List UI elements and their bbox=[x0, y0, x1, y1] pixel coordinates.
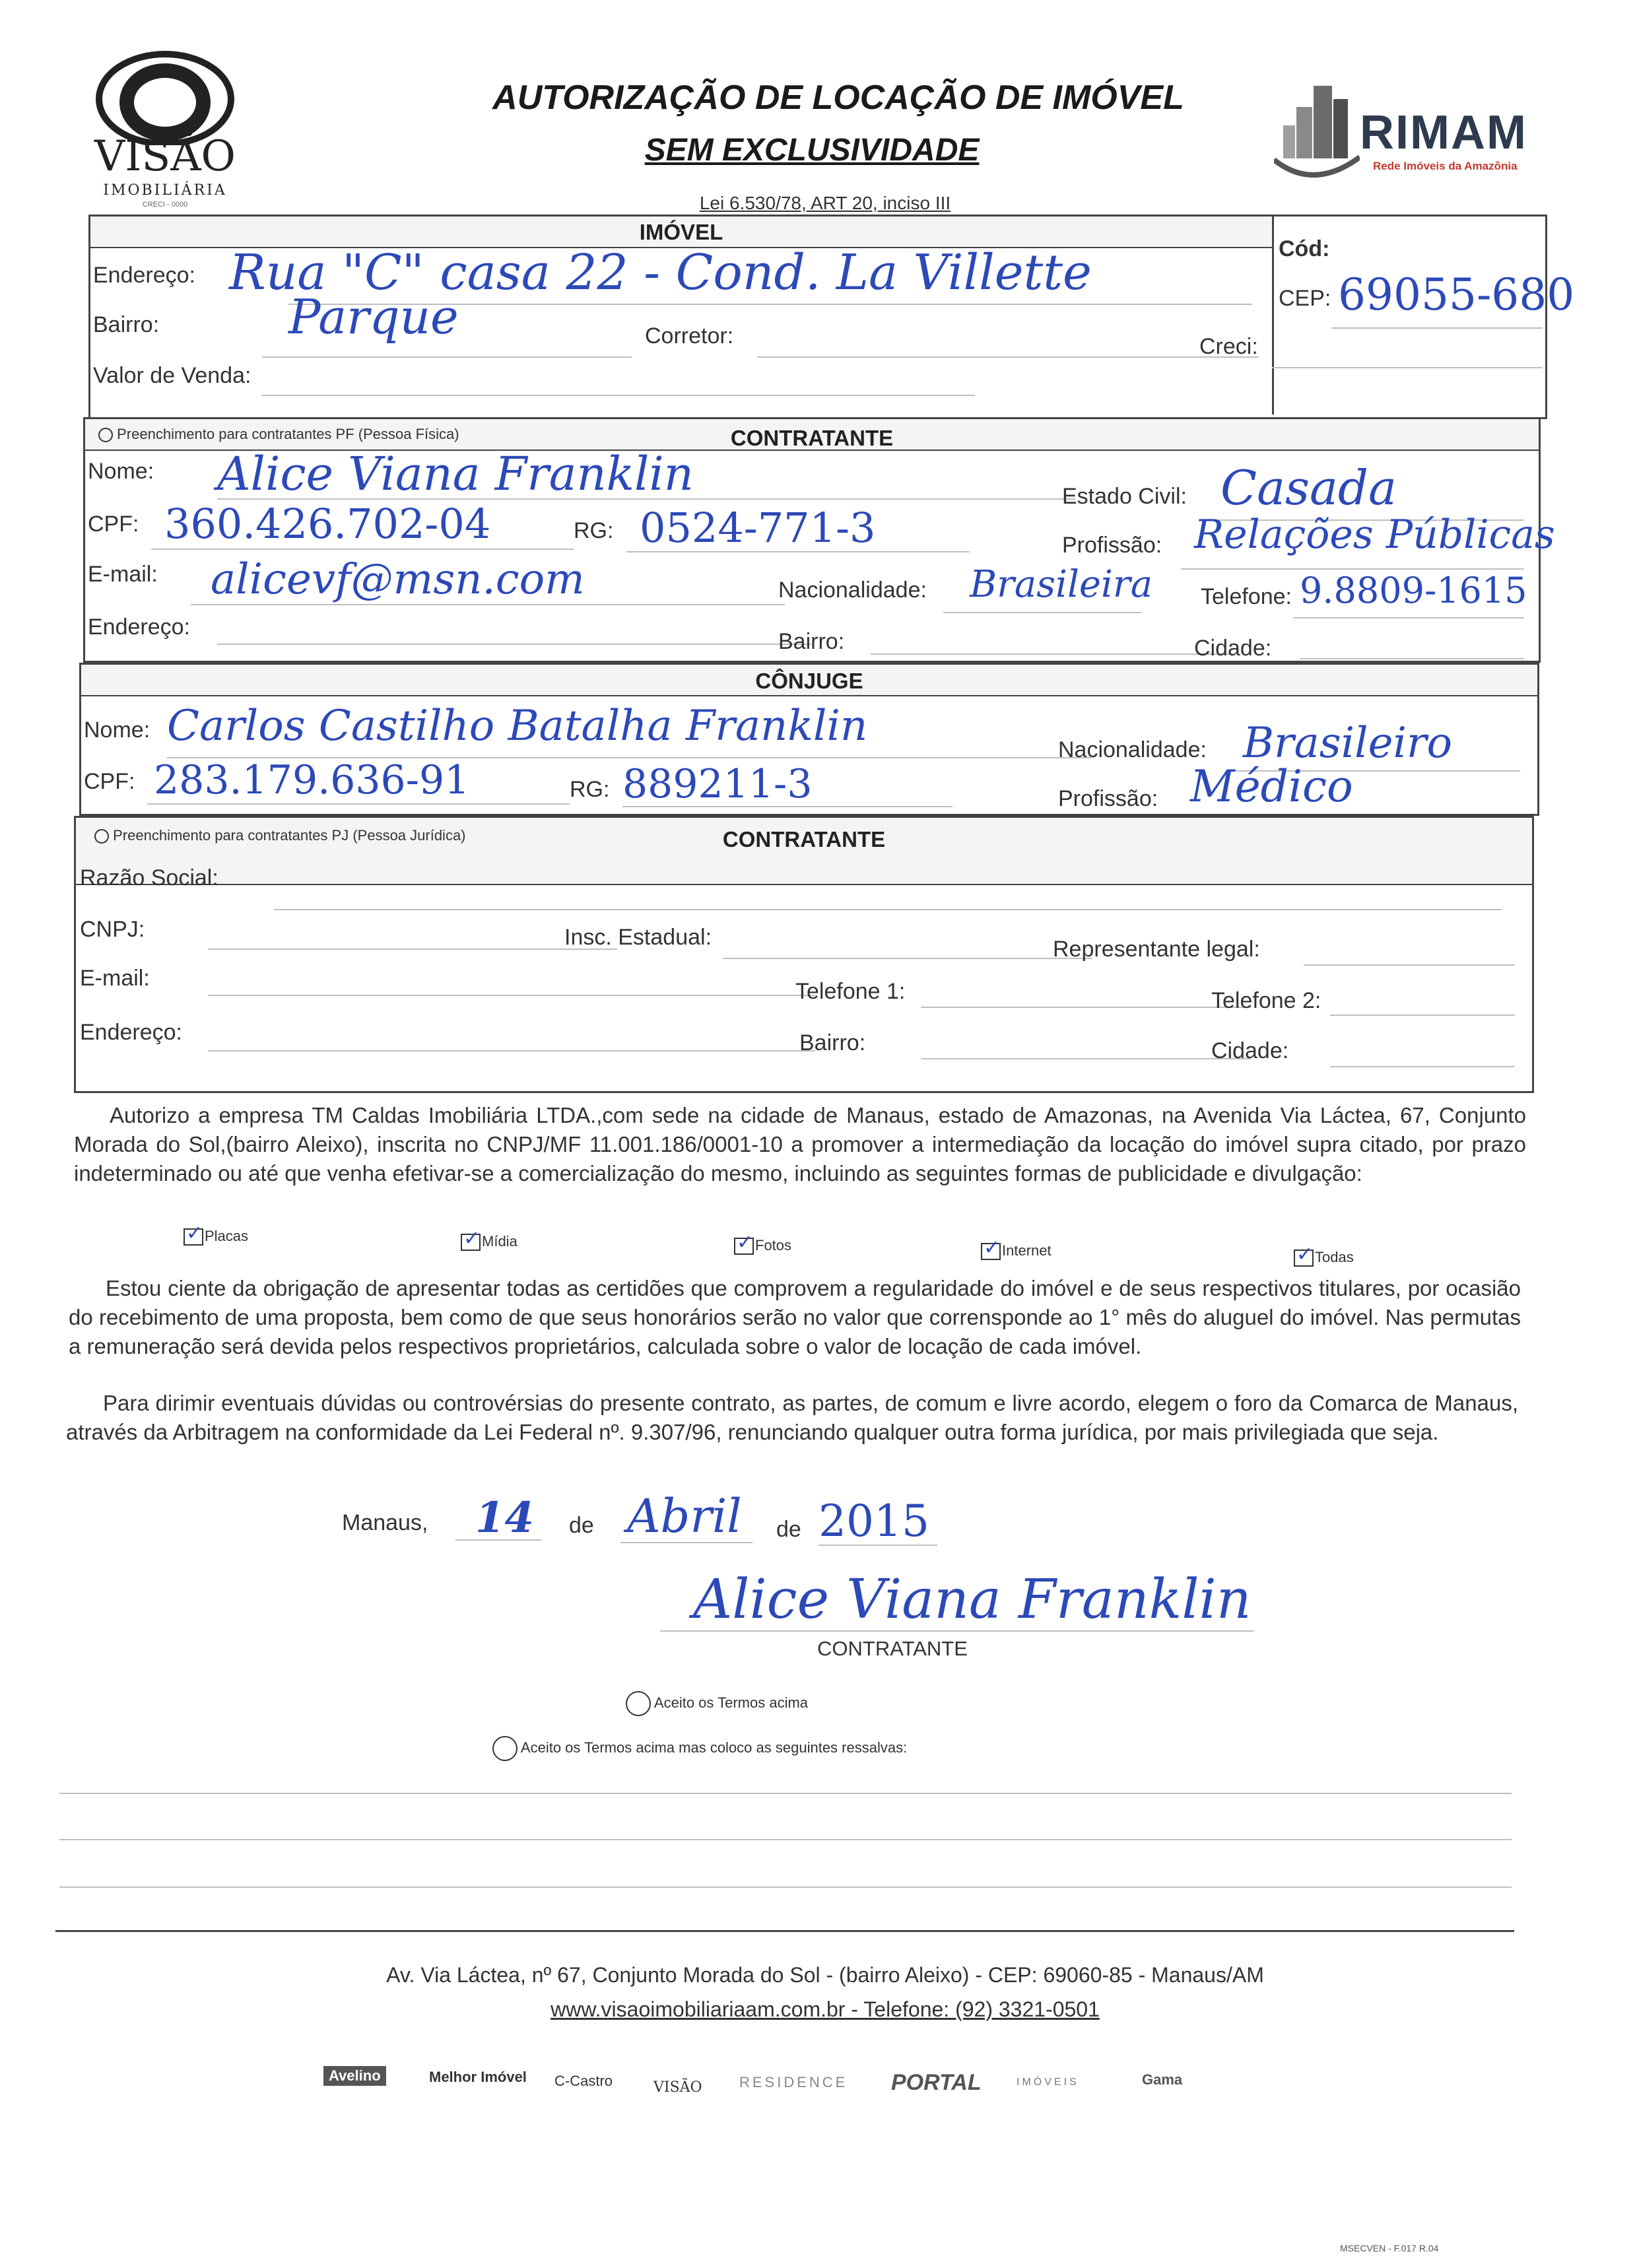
contratante-pf-section bbox=[83, 417, 1555, 663]
form-code: MSECVEN - F.017 R.04 bbox=[1340, 2243, 1439, 2253]
imovel-title: IMÓVEL bbox=[639, 220, 723, 244]
date-month[interactable]: Abril bbox=[627, 1489, 742, 1543]
razao-social-line bbox=[274, 909, 1502, 910]
conjuge-profissao-label: Profissão: bbox=[1058, 786, 1158, 811]
endereco-value[interactable]: Rua "C" casa 22 - Cond. La Villette bbox=[229, 244, 1092, 301]
pf-telefone-line bbox=[1293, 617, 1524, 618]
pf-rg-value[interactable]: 0524-771-3 bbox=[640, 504, 876, 552]
pf-profissao-value[interactable]: Relações Públicas bbox=[1194, 512, 1555, 558]
option-aceito-ressalvas[interactable] bbox=[492, 1736, 907, 1761]
authorization-paragraph: Autorizo a empresa TM Caldas Imobiliária LTDA.,com sede na cidade de Manaus, estado de Amazonas, na Avenida Via Láctea, 67, Conjunto Morada do Sol,(bairro Aleixo), inscrita no CNPJ/MF 11.001.186/0001-10 a promover a intermediação da locação do imóvel supra citado, por prazo indeterminado ou até que venha efetivar-se a comercialização do mesmo, incluindo as seguintes formas de publicidade e divulgação: bbox=[74, 1103, 1526, 1185]
footer-divider bbox=[55, 1930, 1514, 1932]
creci-label: Creci: bbox=[1199, 334, 1258, 359]
ressalvas-label: Aceito os Termos acima mas coloco as seguintes ressalvas: bbox=[520, 1739, 908, 1756]
pj-bairro-line bbox=[921, 1058, 1251, 1059]
corretor-label: Corretor: bbox=[645, 323, 734, 349]
valor-venda-line bbox=[262, 395, 975, 396]
document-subtitle: SEM EXCLUSIVIDADE bbox=[644, 133, 980, 168]
insc-estadual-label: Insc. Estadual: bbox=[564, 925, 712, 950]
rimam-tagline: Rede Imóveis da Amazônia bbox=[1373, 160, 1518, 172]
option-aceito[interactable] bbox=[626, 1691, 808, 1716]
internet-check-icon[interactable] bbox=[981, 1243, 1001, 1260]
aceito-radio-icon[interactable] bbox=[626, 1691, 651, 1716]
endereco-label: Endereço: bbox=[93, 263, 195, 288]
jurisdiction-paragraph: Para dirimir eventuais dúvidas ou controvérsias do presente contrato, as partes, de comum e livre acordo, elegem o foro da Comarca de Manaus, através da Arbitragem na conformidade da Lei Federal nº. 9.307/96, renunciando qualquer outra forma jurídica, por mais privilegiada que seja. bbox=[66, 1391, 1518, 1444]
corretor-line bbox=[757, 356, 1259, 358]
pf-email-line bbox=[191, 604, 785, 605]
creci-line bbox=[1272, 367, 1543, 368]
partner-visao: VISÃO bbox=[653, 2079, 702, 2096]
checkbox-fotos[interactable] bbox=[734, 1237, 791, 1255]
visao-brand-sub: IMOBILIÁRIA bbox=[103, 182, 227, 199]
cep-line bbox=[1331, 327, 1543, 329]
conjuge-rg-value[interactable]: 889211-3 bbox=[622, 761, 813, 807]
pf-contratante-title: CONTRATANTE bbox=[730, 426, 894, 450]
internet-label: Internet bbox=[1002, 1242, 1052, 1259]
checkbox-midia[interactable] bbox=[461, 1233, 518, 1251]
cnpj-line bbox=[208, 949, 617, 950]
pf-cpf-value[interactable]: 360.426.702-04 bbox=[164, 500, 491, 548]
cep-label: CEP: bbox=[1279, 286, 1331, 311]
partner-c-castro: C-Castro bbox=[554, 2073, 613, 2089]
conjuge-cpf-line bbox=[147, 803, 570, 805]
partner-imoveis: IMÓVEIS bbox=[1017, 2077, 1079, 2088]
pj-contratante-title: CONTRATANTE bbox=[722, 827, 886, 851]
valor-venda-label: Valor de Venda: bbox=[93, 363, 251, 388]
fotos-check-icon[interactable] bbox=[734, 1238, 754, 1255]
conjuge-rg-line bbox=[622, 806, 952, 807]
date-year-line bbox=[818, 1545, 937, 1546]
obligations-paragraph: Estou ciente da obrigação de apresentar todas as certidões que comprovem a regularidade do imóvel e de seus respectivos titulares, por ocasião do recebimento de uma proposta, bem como de que seus honorários serão no valor que corrensponde ao 1° mês do aluguel do imóvel. Nas permutas a remuneração será devida pelos respectivos proprietários, calculada sobre o valor de locação de cada imóvel. bbox=[69, 1276, 1521, 1358]
date-city: Manaus, bbox=[342, 1510, 428, 1535]
signature-label: CONTRATANTE bbox=[817, 1637, 968, 1660]
estado-civil-label: Estado Civil: bbox=[1062, 484, 1187, 509]
conjuge-title: CÔNJUGE bbox=[755, 669, 863, 693]
visao-logo-icon bbox=[86, 40, 244, 145]
partner-residence: RESIDENCE bbox=[739, 2074, 848, 2090]
checkbox-todas[interactable] bbox=[1294, 1249, 1354, 1267]
pf-rg-label: RG: bbox=[574, 518, 614, 543]
conjuge-rg-label: RG: bbox=[570, 777, 610, 802]
pf-nacionalidade-value[interactable]: Brasileira bbox=[970, 563, 1153, 606]
rimam-logo bbox=[1274, 79, 1551, 185]
visao-logo bbox=[86, 40, 244, 211]
insc-estadual-line bbox=[723, 958, 1092, 959]
pf-nome-label: Nome: bbox=[88, 459, 154, 484]
pf-nacionalidade-line bbox=[943, 612, 1141, 613]
conjuge-cpf-label: CPF: bbox=[84, 769, 135, 794]
cep-value[interactable]: 69055-680 bbox=[1338, 269, 1575, 320]
checkbox-internet[interactable] bbox=[981, 1242, 1052, 1260]
contratante-pj-section bbox=[74, 816, 1534, 1093]
signature-line bbox=[660, 1630, 1254, 1632]
pf-note-text: Preenchimento para contratantes PF (Pessoa Física) bbox=[117, 426, 459, 442]
partner-avelino: Avelino bbox=[323, 2066, 386, 2086]
pj-endereco-label: Endereço: bbox=[80, 1020, 182, 1045]
telefone2-label: Telefone 2: bbox=[1211, 988, 1321, 1013]
placas-check-icon[interactable] bbox=[184, 1228, 203, 1246]
aceito-label: Aceito os Termos acima bbox=[653, 1694, 809, 1711]
checkbox-placas[interactable] bbox=[184, 1228, 248, 1246]
pf-endereco-label: Endereço: bbox=[88, 615, 190, 640]
date-day[interactable]: 14 bbox=[475, 1493, 535, 1543]
law-reference: Lei 6.530/78, ART 20, inciso III bbox=[699, 193, 951, 213]
date-de1: de bbox=[569, 1513, 594, 1538]
ressalvas-line-1 bbox=[59, 1793, 1512, 1794]
pj-cidade-label: Cidade: bbox=[1211, 1038, 1289, 1063]
document-title: AUTORIZAÇÃO DE LOCAÇÃO DE IMÓVEL bbox=[492, 79, 1184, 117]
visao-brand-name: VISÃO bbox=[94, 132, 236, 181]
conjuge-nacionalidade-label: Nacionalidade: bbox=[1058, 737, 1207, 762]
pj-note-text: Preenchimento para contratantes PJ (Pessoa Jurídica) bbox=[113, 827, 466, 844]
pf-email-label: E-mail: bbox=[88, 562, 158, 587]
pf-cpf-line bbox=[151, 549, 574, 550]
imovel-section bbox=[88, 215, 1575, 419]
pf-nacionalidade-label: Nacionalidade: bbox=[778, 578, 927, 603]
pf-telefone-label: Telefone: bbox=[1201, 584, 1292, 609]
pj-email-line bbox=[208, 995, 815, 996]
pj-cidade-line bbox=[1330, 1066, 1515, 1067]
rimam-building-icon bbox=[1274, 79, 1360, 178]
conjuge-profissao-value[interactable]: Médico bbox=[1190, 761, 1353, 812]
pf-rg-line bbox=[626, 551, 970, 552]
telefone1-label: Telefone 1: bbox=[795, 979, 906, 1004]
imovel-divider bbox=[1272, 217, 1274, 415]
pf-email-value[interactable]: alicevf@msn.com bbox=[211, 555, 585, 604]
midia-label: Mídia bbox=[482, 1233, 518, 1250]
date-de2: de bbox=[776, 1517, 801, 1542]
telefone2-line bbox=[1330, 1015, 1515, 1016]
partner-melhor-imovel: Melhor Imóvel bbox=[429, 2069, 527, 2085]
date-year[interactable]: 2015 bbox=[818, 1496, 929, 1547]
midia-check-icon[interactable] bbox=[461, 1234, 481, 1251]
conjuge-section bbox=[79, 663, 1539, 816]
visao-brand-small: CRECI - 0000 bbox=[142, 201, 188, 209]
conjuge-cpf-value[interactable]: 283.179.636-91 bbox=[154, 757, 470, 803]
conjuge-nome-label: Nome: bbox=[84, 717, 150, 743]
partner-portal: PORTAL bbox=[891, 2070, 982, 2095]
rimam-name: RIMAM bbox=[1360, 106, 1527, 159]
razao-social-label: Razão Social: bbox=[80, 865, 218, 890]
ressalvas-line-2 bbox=[59, 1839, 1512, 1840]
pj-bairro-label: Bairro: bbox=[799, 1030, 866, 1055]
pf-bairro-line bbox=[871, 653, 1234, 655]
pf-cpf-label: CPF: bbox=[88, 512, 139, 537]
pj-endereco-line bbox=[208, 1050, 815, 1051]
pf-cidade-label: Cidade: bbox=[1194, 636, 1272, 661]
footer-address: Av. Via Láctea, nº 67, Conjunto Morada do Sol - (bairro Aleixo) - CEP: 69060-85 - Manaus/AM bbox=[386, 1963, 1264, 1987]
placas-label: Placas bbox=[205, 1228, 249, 1244]
representante-line bbox=[1304, 964, 1515, 966]
date-month-line bbox=[620, 1542, 752, 1543]
conjuge-nome-value[interactable]: Carlos Castilho Batalha Franklin bbox=[167, 702, 868, 750]
todas-check-icon[interactable] bbox=[1294, 1250, 1314, 1267]
bairro-line bbox=[262, 356, 632, 358]
conjuge-nacionalidade-value[interactable]: Brasileiro bbox=[1243, 719, 1453, 768]
date-day-line bbox=[455, 1539, 541, 1541]
pf-nome-value[interactable]: Alice Viana Franklin bbox=[217, 447, 694, 501]
telefone1-line bbox=[921, 1007, 1251, 1008]
cod-label: Cód: bbox=[1279, 236, 1330, 261]
footer-contact[interactable]: www.visaoimobiliariaam.com.br - Telefone: (92) 3321-0501 bbox=[551, 1997, 1100, 2021]
pf-profissao-label: Profissão: bbox=[1062, 533, 1162, 558]
bairro-value[interactable]: Parque bbox=[288, 289, 459, 345]
pf-endereco-line bbox=[217, 644, 811, 645]
pf-bairro-label: Bairro: bbox=[778, 629, 845, 654]
partner-gama: Gama bbox=[1142, 2071, 1183, 2088]
estado-civil-value[interactable]: Casada bbox=[1220, 460, 1397, 516]
bairro-label: Bairro: bbox=[93, 312, 160, 337]
representante-label: Representante legal: bbox=[1053, 937, 1260, 962]
fotos-label: Fotos bbox=[755, 1237, 792, 1253]
todas-label: Todas bbox=[1315, 1249, 1354, 1265]
contratante-signature[interactable]: Alice Viana Franklin bbox=[693, 1568, 1252, 1631]
ressalvas-radio-icon[interactable] bbox=[492, 1736, 518, 1761]
cnpj-label: CNPJ: bbox=[80, 917, 145, 942]
pf-cidade-line bbox=[1300, 658, 1524, 659]
ressalvas-line-3 bbox=[59, 1886, 1512, 1888]
pf-telefone-value[interactable]: 9.8809-1615 bbox=[1300, 570, 1527, 611]
pj-email-label: E-mail: bbox=[80, 966, 150, 991]
